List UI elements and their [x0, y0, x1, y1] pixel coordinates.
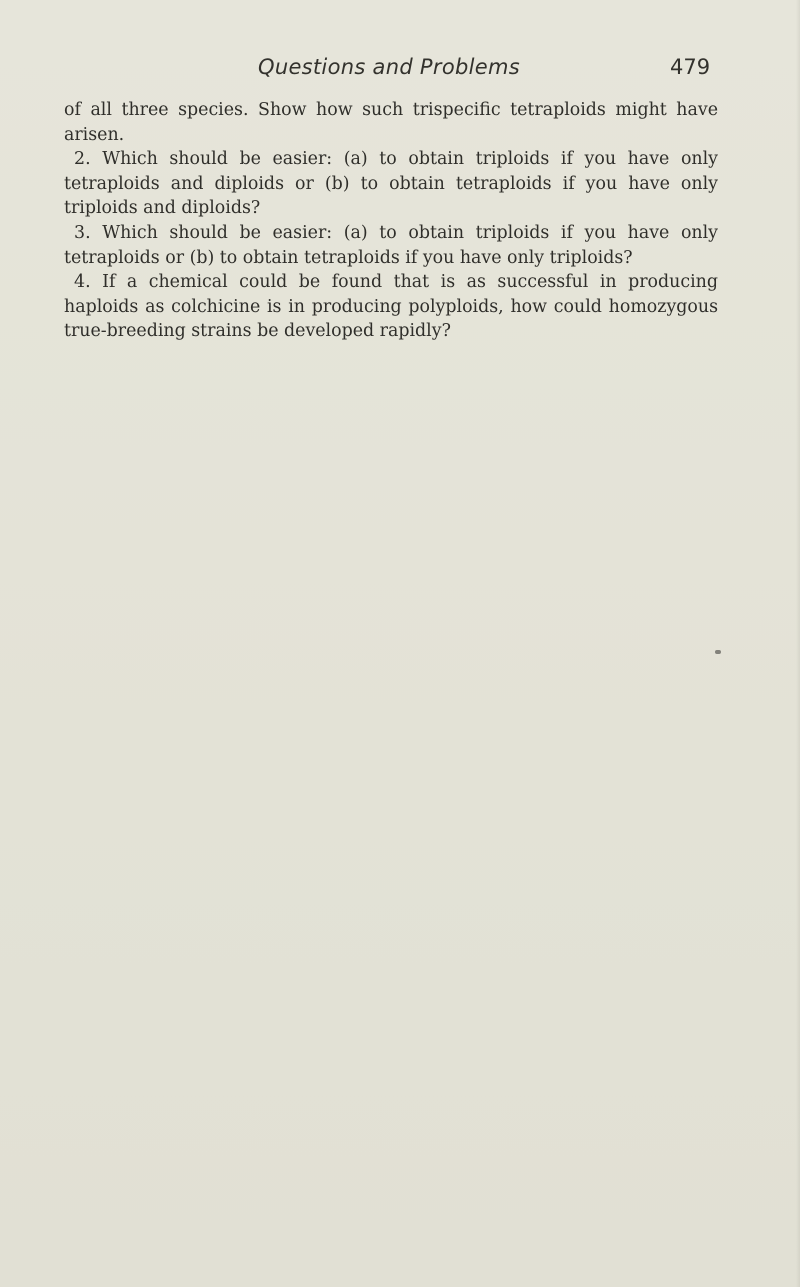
question-1-continuation: of all three species. Show how such trispecific tetraploids might have arisen.	[64, 100, 718, 145]
question-2: 2. Which should be easier: (a) to obtain triploids if you have only tetraploids and diploids or (b) to obtain tetraploids if you have only triploids and diploids?	[64, 149, 718, 219]
page-header	[0, 55, 800, 85]
questions-text	[64, 98, 718, 344]
question-3: 3. Which should be easier: (a) to obtain triploids if you have only tetraploids or (b) to obtain tetraploids if you have only triploids?	[64, 222, 718, 268]
page-number: 479	[670, 55, 711, 79]
page-edge-shadow	[796, 0, 800, 1287]
question-4: 4. If a chemical could be found that is as successful in producing haploids as colchicine is in producing polyploids, how could homozygous true-breeding strains be developed rapidly?	[64, 272, 718, 342]
ink-speck	[715, 650, 721, 654]
running-head: Questions and Problems	[258, 55, 520, 79]
